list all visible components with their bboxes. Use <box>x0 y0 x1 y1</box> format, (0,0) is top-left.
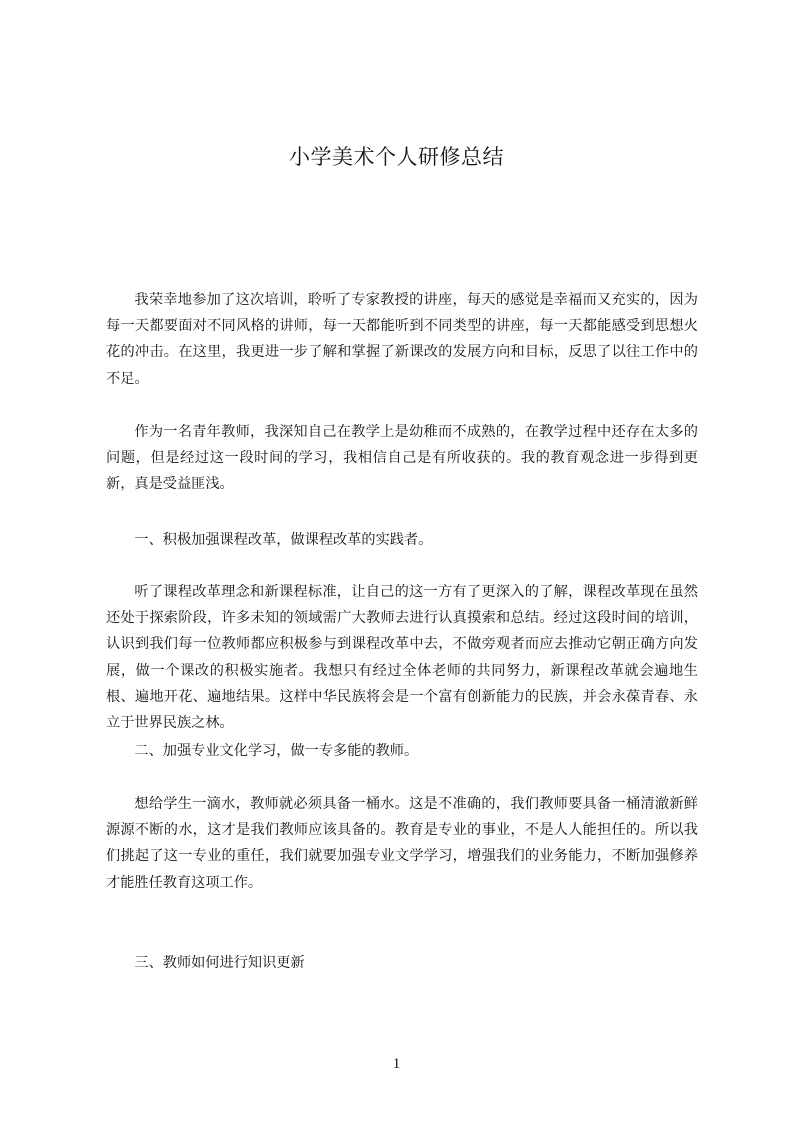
section-heading-2 <box>106 738 698 764</box>
section-heading-text: 三、教师如何进行知识更新 <box>134 955 305 971</box>
paragraph-curriculum-reform <box>106 579 698 736</box>
paragraph-text: 想给学生一滴水，教师就必须具备一桶水。这是不准确的，我们教师要具备一桶清澈新鲜源源不断的水，这才是我们教师应该具备的。教育是专业的事业，不是人人能担任的。所以我们挑起了这一专业的重任，我们就要加强专业文学学习，增强我们的业务能力，不断加强修养才能胜任教育这项工作。 <box>106 796 698 891</box>
section-heading-1 <box>106 527 698 553</box>
paragraph-intro <box>106 287 698 392</box>
document-title: 小学美术个人研修总结 <box>289 145 504 169</box>
section-heading-text: 二、加强专业文化学习，做一专多能的教师。 <box>134 743 419 759</box>
section-heading-3 <box>106 950 698 976</box>
section-heading-text: 一、积极加强课程改革，做课程改革的实践者。 <box>134 532 433 548</box>
paragraph-text: 听了课程改革理念和新课程标准，让自己的这一方有了更深入的了解，课程改革现在虽然还处于探索阶段，许多未知的领域需广大教师去进行认真摸索和总结。经过这段时间的培训，认识到我们每一位教师都应积极参与到课程改革中去，不做旁观者而应去推动它朝正确方向发展，做一个课改的积极实施者。我想只有经过全体老师的共同努力，新课程改革就会遍地生根、遍地开花、遍地结果。这样中华民族将会是一个富有创新能力的民族，并会永葆青春、永立于世界民族之林。 <box>106 584 698 732</box>
paragraph-reflection <box>106 419 698 498</box>
page-number: 1 <box>392 1056 401 1072</box>
paragraph-text: 我荣幸地参加了这次培训，聆听了专家教授的讲座，每天的感觉是幸福而又充实的，因为每一天都要面对不同风格的讲师，每一天都能听到不同类型的讲座，每一天都能感受到思想火花的冲击。在这里，我更进一步了解和掌握了新课改的发展方向和目标，反思了以往工作中的不足。 <box>106 292 698 387</box>
paragraph-text: 作为一名青年教师，我深知自己在教学上是幼稚而不成熟的，在教学过程中还存在太多的问题，但是经过这一段时间的学习，我相信自己是有所收获的。我的教育观念进一步得到更新，真是受益匪浅。 <box>106 424 698 493</box>
paragraph-professional-study <box>106 791 698 896</box>
